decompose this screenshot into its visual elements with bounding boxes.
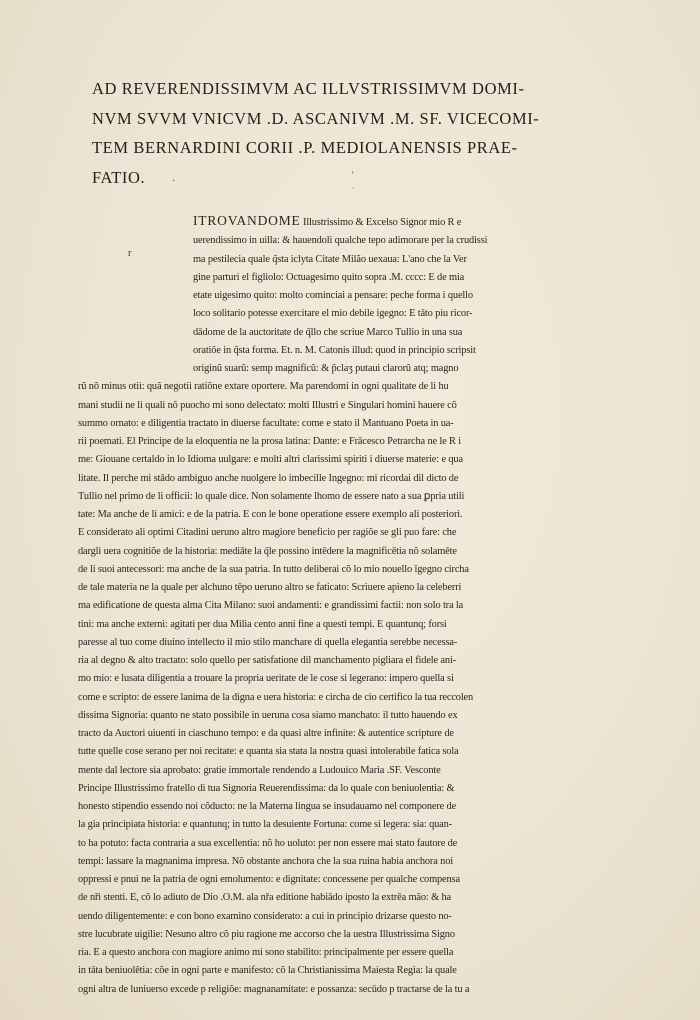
body-line: ma edificatione de questa alma Cita Milano: suoi andamenti: e grandissimi factii: non solo tra la xyxy=(78,600,464,612)
body-line: mo mio: e lusata diligentia a trouare la propria ueritate de le cose si legerano: impero quella si xyxy=(78,673,454,685)
preface-heading xyxy=(92,74,632,192)
body-line: tempi: lassare la magnanima impresa. Nõ obstante anchora che la sua ruina habia anchora noi xyxy=(78,855,453,867)
body-line: uendo diligentemente: e con bono examino considerato: a cui in principio drizarse questo no- xyxy=(78,910,452,922)
body-line: mani studii ne li quali nõ puocho mi sono delectato: molti Illustri e Singulari homini hauere cõ xyxy=(78,399,457,411)
body-line: me: Giouane certaldo in lo Idioma uulgare: e molti altri clarissimi spiriti i diuerse materie: e qua xyxy=(78,454,463,466)
body-line: de tale materia ne la quale per alchuno tēpo ueruno altro se faticato: Scriuere apieno la celeberri xyxy=(78,582,462,593)
first-line-rest: Illustrissimo & Excelso Signor mio R e xyxy=(303,217,462,228)
body-line: tate: Ma anche de li amici: e de la patria. E con le bone operatione essere exemplo ali posteriori. xyxy=(78,509,463,520)
body-line: dargli uera cognitiõe de la historia: mediāte la q̃le possino intēdere la magnificētia nõ solamēte xyxy=(78,545,457,557)
body-line: de li suoi antecessori: ma anche de la sua patria. In tutto deliberai cõ lo mio nouello īgegno circha xyxy=(78,563,469,575)
body-line: ogni altra de luniuerso excede p religiõe: magnanamitate: e possanza: secūdo p tractarse de la tu a xyxy=(78,983,470,995)
body-line: Tullio nel primo de li officii: lo quale dice. Non solamente lhomo de essere nato a sua ꝑpria utili xyxy=(78,490,465,502)
margin-mark-tick: ' xyxy=(352,170,354,180)
body-line: tracto da Auctori uiuenti in ciaschuno tempo: e da quasi altre infinite: & autentice scripture de xyxy=(78,728,454,739)
margin-mark-letter: r xyxy=(128,248,132,259)
body-line: loco solitario potesse exercitare el mio debile igegno: E tāto piu ricor- xyxy=(193,308,473,320)
body-line: oratiõe in q̃sta forma. Et. n. M. Catonis illud: quod in principio scripsit xyxy=(193,344,476,356)
body-first-line xyxy=(78,212,638,232)
heading-line: NVM SVVM VNICVM .D. ASCANIVM .M. SF. VICECOMI- xyxy=(92,108,540,128)
body-line: oppressi e pnui ne la patria de ogni emolumento: e dignitate: concessene per qualche compensa xyxy=(78,874,460,885)
body-line: tutte quelle cose serano per noi recitate: e quanta sia stata la nostra quasi intolerabile fatica sola xyxy=(78,746,459,758)
body-line: ria. E a questo anchora con magiore animo mi sono stabilito: principalmente per essere quella xyxy=(78,947,454,958)
body-line: dissima Signoria: quanto ne stato possibile in ueruna cosa siamo manchato: il tutto hauendo ex xyxy=(78,709,458,721)
body-line: summo ornato: e diligentia tractato in diuerse facultate: come e stato il Mantuano Poeta in ua- xyxy=(78,417,454,429)
heading-line: FATIO. xyxy=(92,167,146,187)
body-line: come e scripto: de essere lanima de la digna e uera historia: e circha de cio certifico la tua reccolen xyxy=(78,691,474,703)
body-line: stre lucubrate uigilie: Nesuno altro cõ piu ragione me accorso che la uestra Illustrissima Signo xyxy=(78,928,455,940)
body-line: in tāta beniuolētia: cõe in ogni parte e manifesto: cõ la Christianissima Maiesta Regia: la quale xyxy=(78,965,457,977)
body-line: paresse al tuo come diuino intellecto il mio stilo manchare di quella elegantia serebbe necessa- xyxy=(78,636,458,648)
body-line: ma pestilecia quale q̃sta iclyta Citate Milão uexaua: L'ano che la Ver xyxy=(193,253,467,265)
body-line: etate uigesimo quito: molto cominciai a pensare: peche forma i quello xyxy=(193,290,473,301)
body-line: ria al degno & alto tractato: solo quello per satisfatione dil manchamento pigliara el fidele ani- xyxy=(78,655,456,666)
body-line: honesto stipendio essendo noi cõducto: ne la Materna lingua se insudauamo nel componere de xyxy=(78,801,457,812)
body-line: tini: ma anche externi: agitati per dua Milia cento anni fine a questi tempi. E quantunq; forsi xyxy=(78,618,447,630)
heading-line: TEM BERNARDINI CORII .P. MEDIOLANENSIS PRAE- xyxy=(92,138,518,157)
body-line: la gia principiata historia: e quantunq; in tutto la desuiente Fortuna: come si legera: sia: quan- xyxy=(78,819,452,831)
body-line: uerendissimo in uilla: & hauendoli qualche tepo adimorare per la crudissi xyxy=(193,235,488,247)
body-line: E considerato ali optimi Citadini ueruno altro magiore beneficio per ragiõe se gli puo fare: che xyxy=(78,527,457,539)
margin-mark-small: · xyxy=(352,184,355,193)
body-line: de nři stenti. E, cõ lo adiuto de Dio .O.M. ala nřa editione habiādo iposto la extrēa mão: & ha xyxy=(78,892,451,904)
body-line: gine parturi el figliolo: Octuagesimo quito sopra .M. cccc: E de mia xyxy=(193,271,465,283)
heading-line: AD REVERENDISSIMVM AC ILLVSTRISSIMVM DOMI- xyxy=(92,79,525,98)
incipit: ITROVANDOME xyxy=(193,213,301,228)
body-line: dādome de la auctoritate de q̃llo che scriue Marco Tullio in una sua xyxy=(193,326,463,338)
body-line: litate. Il perche mi stādo ambiguo anche nuolgere lo imbecille Ingegno: mi ricordai dil dicto de xyxy=(78,472,459,484)
body-line: rii poemati. El Principe de la eloquentia ne la prosa latina: Dante: e Frācesco Petrarcha ne le R i xyxy=(78,436,462,447)
body-line: mente dal lectore sia aprobato: gratie immortale rendendo a Ludouico Maria .SF. Vesconte xyxy=(78,764,441,776)
body-line: originũ suarũ: semp magnificũ: & p̃claʒ putaui clarorũ atq; magno xyxy=(193,363,459,374)
margin-mark-dot: · xyxy=(172,176,176,187)
preface-body-text xyxy=(78,212,638,999)
body-line: rũ nõ minus otii: quã negotii ratiõne extare oportere. Ma parendomi in ogni qualitate de li hu xyxy=(78,381,449,393)
body-line: Principe Illustrissimo fratello di tua Signoria Reuerendissima: da lo quale con beniuolentia: & xyxy=(78,782,455,794)
body-line: to ha potuto: facta contraria a sua excellentia: nõ ho uoluto: per non essere mai stato fautore de xyxy=(78,837,458,849)
